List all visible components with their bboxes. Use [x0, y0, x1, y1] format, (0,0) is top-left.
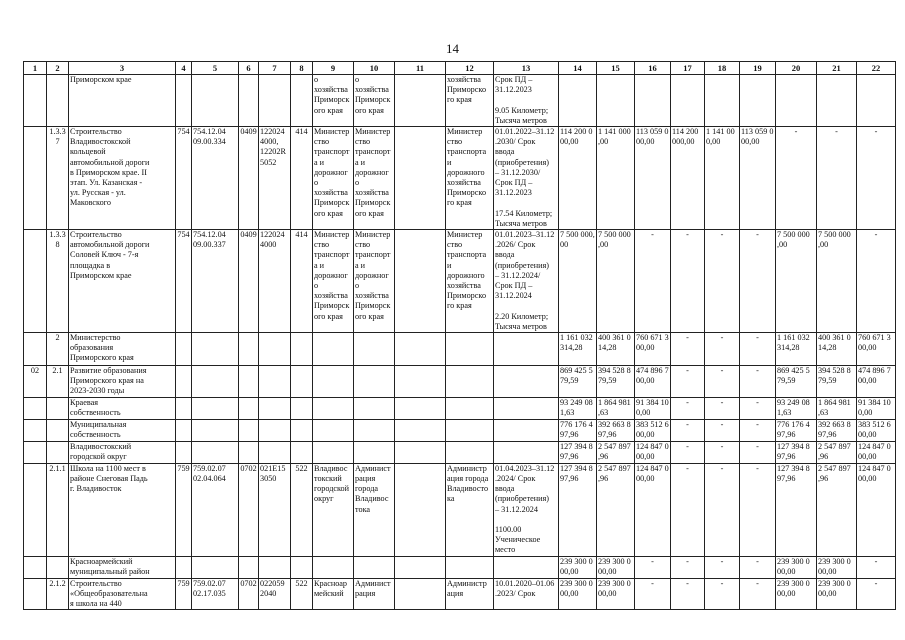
table-cell: 122024 4000 — [259, 230, 291, 333]
table-cell: 10.01.2020–01.06 .2023/ Срок — [494, 578, 559, 610]
table-cell — [597, 75, 635, 127]
table-cell: Министер ство транспорт а и дорожног о хозяйства Приморск ого края — [354, 230, 395, 333]
table-cell — [47, 441, 69, 463]
table-cell: 1 141 00 0,00 — [705, 127, 740, 230]
table-cell: о хозяйства Приморск ого края — [354, 75, 395, 127]
table-row — [24, 127, 896, 230]
table-row — [24, 397, 896, 419]
table-cell — [291, 397, 313, 419]
table-cell: - — [776, 127, 817, 230]
table-cell: 124 847 0 00,00 — [857, 441, 896, 463]
table-cell: 93 249 08 1,63 — [776, 397, 817, 419]
table-cell — [291, 366, 313, 398]
table-cell — [192, 75, 239, 127]
table-cell — [291, 75, 313, 127]
table-cell: Админист рация — [354, 578, 395, 610]
table-cell: 127 394 8 97,96 — [776, 441, 817, 463]
table-cell — [313, 441, 354, 463]
table-cell — [239, 556, 259, 578]
table-cell: Министер ство транспорт а и дорожног о хозяйства Приморск ого края — [354, 127, 395, 230]
table-cell: 0409 — [239, 230, 259, 333]
table-cell — [24, 230, 47, 333]
table-cell — [817, 75, 857, 127]
table-cell — [24, 397, 47, 419]
table-cell — [47, 75, 69, 127]
column-number: 3 — [69, 62, 176, 75]
table-cell: 7 500 000 ,00 — [817, 230, 857, 333]
table-cell: - — [635, 578, 671, 610]
table-cell: - — [857, 230, 896, 333]
table-cell — [24, 127, 47, 230]
table-cell — [291, 441, 313, 463]
table-cell: - — [671, 419, 705, 441]
table-cell: 7 500 000 ,00 — [776, 230, 817, 333]
table-cell: 2.1 — [47, 366, 69, 398]
table-cell — [446, 397, 494, 419]
table-cell: Министер ство транспорт а и дорожног о хозяйства Приморск ого края — [313, 230, 354, 333]
column-number: 15 — [597, 62, 635, 75]
table-cell: - — [705, 441, 740, 463]
table-cell: 1 864 981 ,63 — [817, 397, 857, 419]
table-cell: 869 425 5 79,59 — [559, 366, 597, 398]
table-cell: 02 — [24, 366, 47, 398]
table-cell: 2.1.1 — [47, 463, 69, 556]
table-cell: - — [705, 556, 740, 578]
column-number: 19 — [740, 62, 776, 75]
column-number: 1 — [24, 62, 47, 75]
table-cell: 239 300 0 00,00 — [597, 556, 635, 578]
page-number: 14 — [446, 41, 459, 56]
column-number: 21 — [817, 62, 857, 75]
table-cell: 759 — [176, 463, 192, 556]
table-cell: 759.02.07 02.17.035 — [192, 578, 239, 610]
table-cell: 01.01.2023–31.12 .2026/ Срок ввода (приобретения) – 31.12.2024/ Срок ПД – 31.12.2024 2.20 Километр; Тысяча метров — [494, 230, 559, 333]
table-cell: - — [705, 578, 740, 610]
table-cell — [259, 397, 291, 419]
table-cell: - — [740, 463, 776, 556]
table-cell: 776 176 4 97,96 — [559, 419, 597, 441]
table-cell: 114 200 0 00,00 — [559, 127, 597, 230]
table-cell — [24, 75, 47, 127]
table-cell: Строительство Владивостокской кольцевой автомобильной дороги в Приморском крае. II этап. Ул. Казанская - ул. Русская - ул. Маковского — [69, 127, 176, 230]
table-cell: 760 671 3 00,00 — [635, 333, 671, 366]
table-row — [24, 230, 896, 333]
table-cell — [24, 333, 47, 366]
table-cell — [192, 366, 239, 398]
table-cell: 759.02.07 02.04.064 — [192, 463, 239, 556]
table-cell — [192, 397, 239, 419]
column-number: 2 — [47, 62, 69, 75]
table-cell — [259, 556, 291, 578]
table-cell — [776, 75, 817, 127]
table-cell: 93 249 08 1,63 — [559, 397, 597, 419]
table-cell: 239 300 0 00,00 — [817, 556, 857, 578]
table-cell: - — [671, 397, 705, 419]
column-number: 4 — [176, 62, 192, 75]
table-cell — [291, 333, 313, 366]
table-cell: 239 300 0 00,00 — [559, 578, 597, 610]
table-cell: Владивостокский городской округ — [69, 441, 176, 463]
table-cell — [239, 333, 259, 366]
table-cell: 754.12.04 09.00.334 — [192, 127, 239, 230]
table-cell: 1 161 032 314,28 — [559, 333, 597, 366]
table-cell — [192, 556, 239, 578]
table-cell: - — [705, 333, 740, 366]
table-cell: Муниципальная собственность — [69, 419, 176, 441]
table-cell — [354, 441, 395, 463]
table-cell: 2 547 897 ,96 — [597, 463, 635, 556]
table-cell: 2 — [47, 333, 69, 366]
table-cell: 754 — [176, 127, 192, 230]
table-cell: - — [671, 230, 705, 333]
table-cell: Администр ация города Владивосто ка — [446, 463, 494, 556]
table-cell — [47, 397, 69, 419]
table-cell — [259, 333, 291, 366]
column-number: 9 — [313, 62, 354, 75]
table-cell: - — [740, 366, 776, 398]
column-number: 10 — [354, 62, 395, 75]
table-cell: - — [671, 556, 705, 578]
table-cell — [259, 441, 291, 463]
table-cell — [446, 441, 494, 463]
table-row — [24, 463, 896, 556]
table-cell: 394 528 8 79,59 — [597, 366, 635, 398]
table-cell — [176, 441, 192, 463]
table-cell: Владивос токский городской округ — [313, 463, 354, 556]
table-cell: 124 847 0 00,00 — [635, 463, 671, 556]
table-cell — [446, 333, 494, 366]
table-cell — [24, 556, 47, 578]
table-cell: - — [671, 366, 705, 398]
table-cell — [494, 333, 559, 366]
table-cell: 124 847 0 00,00 — [857, 463, 896, 556]
table-cell — [395, 127, 446, 230]
table-cell: 522 — [291, 578, 313, 610]
column-number: 13 — [494, 62, 559, 75]
table-cell — [176, 333, 192, 366]
table-cell — [239, 419, 259, 441]
table-cell: 776 176 4 97,96 — [776, 419, 817, 441]
column-number: 18 — [705, 62, 740, 75]
table-cell: 414 — [291, 127, 313, 230]
table-cell — [239, 441, 259, 463]
table-cell: - — [635, 556, 671, 578]
table-cell: 127 394 8 97,96 — [559, 463, 597, 556]
table-cell: - — [857, 578, 896, 610]
table-cell: - — [740, 333, 776, 366]
table-cell — [192, 441, 239, 463]
table-cell: 383 512 6 00,00 — [635, 419, 671, 441]
table-cell: - — [740, 419, 776, 441]
table-cell: 122024 4000, 12202R 5052 — [259, 127, 291, 230]
column-number: 20 — [776, 62, 817, 75]
table-cell — [259, 75, 291, 127]
table-cell: 124 847 0 00,00 — [635, 441, 671, 463]
table-cell: 474 896 7 00,00 — [635, 366, 671, 398]
table-cell: - — [705, 366, 740, 398]
table-cell: 759 — [176, 578, 192, 610]
table-cell: - — [705, 463, 740, 556]
table-cell: Развитие образования Приморского края на 2023-2030 годы — [69, 366, 176, 398]
table-cell — [354, 419, 395, 441]
column-number: 11 — [395, 62, 446, 75]
table-cell: 127 394 8 97,96 — [776, 463, 817, 556]
table-cell — [635, 75, 671, 127]
table-cell — [446, 366, 494, 398]
table-cell: - — [671, 441, 705, 463]
table-row — [24, 366, 896, 398]
table-cell: - — [740, 556, 776, 578]
table-cell: Школа на 1100 мест в районе Снеговая Падь г. Владивосток — [69, 463, 176, 556]
table-cell: 2.1.2 — [47, 578, 69, 610]
table-cell — [176, 556, 192, 578]
table-cell: 7 500 000, 00 — [559, 230, 597, 333]
table-cell — [176, 397, 192, 419]
table-cell — [494, 366, 559, 398]
table-cell — [259, 419, 291, 441]
table-cell: 0409 — [239, 127, 259, 230]
table-row — [24, 556, 896, 578]
table-cell: - — [857, 556, 896, 578]
table-cell — [47, 419, 69, 441]
table-cell: 91 384 10 0,00 — [635, 397, 671, 419]
table-cell — [176, 75, 192, 127]
table-cell: - — [635, 230, 671, 333]
table-cell: 127 394 8 97,96 — [559, 441, 597, 463]
column-number: 14 — [559, 62, 597, 75]
table-cell: Министер ство транспорта и дорожного хозяйства Приморско го края — [446, 230, 494, 333]
table-cell: 239 300 0 00,00 — [817, 578, 857, 610]
column-number: 8 — [291, 62, 313, 75]
table-cell: 239 300 0 00,00 — [776, 578, 817, 610]
table-cell: Министер ство транспорта и дорожного хозяйства Приморско го края — [446, 127, 494, 230]
table-cell — [494, 397, 559, 419]
table-cell — [705, 75, 740, 127]
table-cell — [313, 419, 354, 441]
table-cell — [176, 366, 192, 398]
table-cell — [395, 230, 446, 333]
table-cell — [446, 419, 494, 441]
table-cell: 239 300 0 00,00 — [597, 578, 635, 610]
table-cell — [313, 556, 354, 578]
table-cell: Администр ация — [446, 578, 494, 610]
table-cell — [176, 419, 192, 441]
table-cell: 522 — [291, 463, 313, 556]
table-cell: Министерство образования Приморского края — [69, 333, 176, 366]
table-cell — [395, 333, 446, 366]
table-cell: Приморском крае — [69, 75, 176, 127]
table-cell — [313, 397, 354, 419]
column-number: 22 — [857, 62, 896, 75]
table-cell — [395, 463, 446, 556]
table-cell: 1.3.37 — [47, 127, 69, 230]
table-cell: 2 547 897 ,96 — [817, 441, 857, 463]
table-cell: 0702 — [239, 463, 259, 556]
table-cell: 1.3.38 — [47, 230, 69, 333]
table-cell: 2 547 897 ,96 — [817, 463, 857, 556]
table-cell: - — [705, 397, 740, 419]
table-cell: Строительство автомобильной дороги Соловей Ключ - 7-я площадка в Приморском крае — [69, 230, 176, 333]
table-cell: - — [740, 397, 776, 419]
table-cell — [239, 366, 259, 398]
table-cell — [291, 556, 313, 578]
table-cell — [671, 75, 705, 127]
table-cell — [395, 75, 446, 127]
table-row — [24, 333, 896, 366]
table-cell — [24, 441, 47, 463]
table-cell: 414 — [291, 230, 313, 333]
table-cell — [259, 366, 291, 398]
table-cell: - — [705, 419, 740, 441]
column-number: 12 — [446, 62, 494, 75]
table-cell: 113 059 0 00,00 — [635, 127, 671, 230]
table-cell: 754 — [176, 230, 192, 333]
table-cell: 021E15 3050 — [259, 463, 291, 556]
table-cell: 400 361 0 14,28 — [597, 333, 635, 366]
table-cell: - — [671, 333, 705, 366]
table-row — [24, 419, 896, 441]
table-cell: 1 161 032 314,28 — [776, 333, 817, 366]
table-cell — [395, 419, 446, 441]
table-cell — [313, 333, 354, 366]
table-cell: - — [740, 230, 776, 333]
table-cell — [446, 556, 494, 578]
table-cell: 474 896 7 00,00 — [857, 366, 896, 398]
table-cell: 239 300 0 00,00 — [776, 556, 817, 578]
table-cell: хозяйства Приморско го края — [446, 75, 494, 127]
table-cell — [395, 578, 446, 610]
table-cell: - — [671, 578, 705, 610]
table-cell — [239, 75, 259, 127]
table-cell: Срок ПД – 31.12.2023 9.05 Километр; Тысяча метров — [494, 75, 559, 127]
table-cell — [740, 75, 776, 127]
table-cell: - — [740, 578, 776, 610]
table-cell — [395, 397, 446, 419]
table-cell — [354, 366, 395, 398]
table-cell: - — [817, 127, 857, 230]
table-cell — [395, 441, 446, 463]
table-cell: 0702 — [239, 578, 259, 610]
table-cell — [239, 397, 259, 419]
table-cell — [857, 75, 896, 127]
table-cell: 2 547 897 ,96 — [597, 441, 635, 463]
table-row — [24, 75, 896, 127]
table-cell — [313, 366, 354, 398]
table-cell — [24, 419, 47, 441]
table-cell — [291, 419, 313, 441]
table-cell: 760 671 3 00,00 — [857, 333, 896, 366]
table-cell: Краевая собственность — [69, 397, 176, 419]
table-cell: 91 384 10 0,00 — [857, 397, 896, 419]
table-cell: 01.01.2022–31.12 .2030/ Срок ввода (приобретения) – 31.12.2030/ Срок ПД – 31.12.2023 17.54 Километр; Тысяча метров — [494, 127, 559, 230]
column-number: 16 — [635, 62, 671, 75]
table-cell: 392 663 8 97,96 — [817, 419, 857, 441]
table-cell — [192, 419, 239, 441]
table-cell: 239 300 0 00,00 — [559, 556, 597, 578]
table-cell: 114 200 000,00 — [671, 127, 705, 230]
table-cell — [47, 556, 69, 578]
column-number: 6 — [239, 62, 259, 75]
table-cell — [354, 333, 395, 366]
table-row — [24, 441, 896, 463]
table-cell: 383 512 6 00,00 — [857, 419, 896, 441]
table-cell — [395, 366, 446, 398]
table-cell — [24, 463, 47, 556]
table-cell: Красноар мейский — [313, 578, 354, 610]
budget-table — [23, 61, 896, 610]
table-cell: о хозяйства Приморск ого края — [313, 75, 354, 127]
table-cell: 1 141 000 ,00 — [597, 127, 635, 230]
column-number: 5 — [192, 62, 239, 75]
table-cell — [354, 397, 395, 419]
table-cell: 394 528 8 79,59 — [817, 366, 857, 398]
table-cell: Министер ство транспорт а и дорожног о хозяйства Приморск ого края — [313, 127, 354, 230]
table-cell — [395, 556, 446, 578]
table-cell: 022059 2040 — [259, 578, 291, 610]
table-cell: 113 059 0 00,00 — [740, 127, 776, 230]
table-cell: 869 425 5 79,59 — [776, 366, 817, 398]
table-cell — [494, 419, 559, 441]
table-cell: Красноармейский муниципальный район — [69, 556, 176, 578]
table-cell — [24, 578, 47, 610]
table-cell: 1 864 981 ,63 — [597, 397, 635, 419]
table-cell: Строительство «Общеобразовательна я школа на 440 — [69, 578, 176, 610]
table-cell — [494, 556, 559, 578]
table-cell — [559, 75, 597, 127]
table-cell — [354, 556, 395, 578]
column-number: 17 — [671, 62, 705, 75]
table-row — [24, 578, 896, 610]
table-cell: - — [705, 230, 740, 333]
table-cell: Админист рация города Владивос тока — [354, 463, 395, 556]
table-cell: 754.12.04 09.00.337 — [192, 230, 239, 333]
table-cell: 01.04.2023–31.12 .2024/ Срок ввода (приобретения) – 31.12.2024 1100.00 Ученическое место — [494, 463, 559, 556]
table-cell: 392 663 8 97,96 — [597, 419, 635, 441]
table-cell: 400 361 0 14,28 — [817, 333, 857, 366]
table-cell: - — [740, 441, 776, 463]
table-cell: 7 500 000 ,00 — [597, 230, 635, 333]
table-cell — [192, 333, 239, 366]
table-cell: - — [671, 463, 705, 556]
column-number: 7 — [259, 62, 291, 75]
table-cell: - — [857, 127, 896, 230]
table-cell — [494, 441, 559, 463]
table-header-row — [24, 62, 896, 75]
